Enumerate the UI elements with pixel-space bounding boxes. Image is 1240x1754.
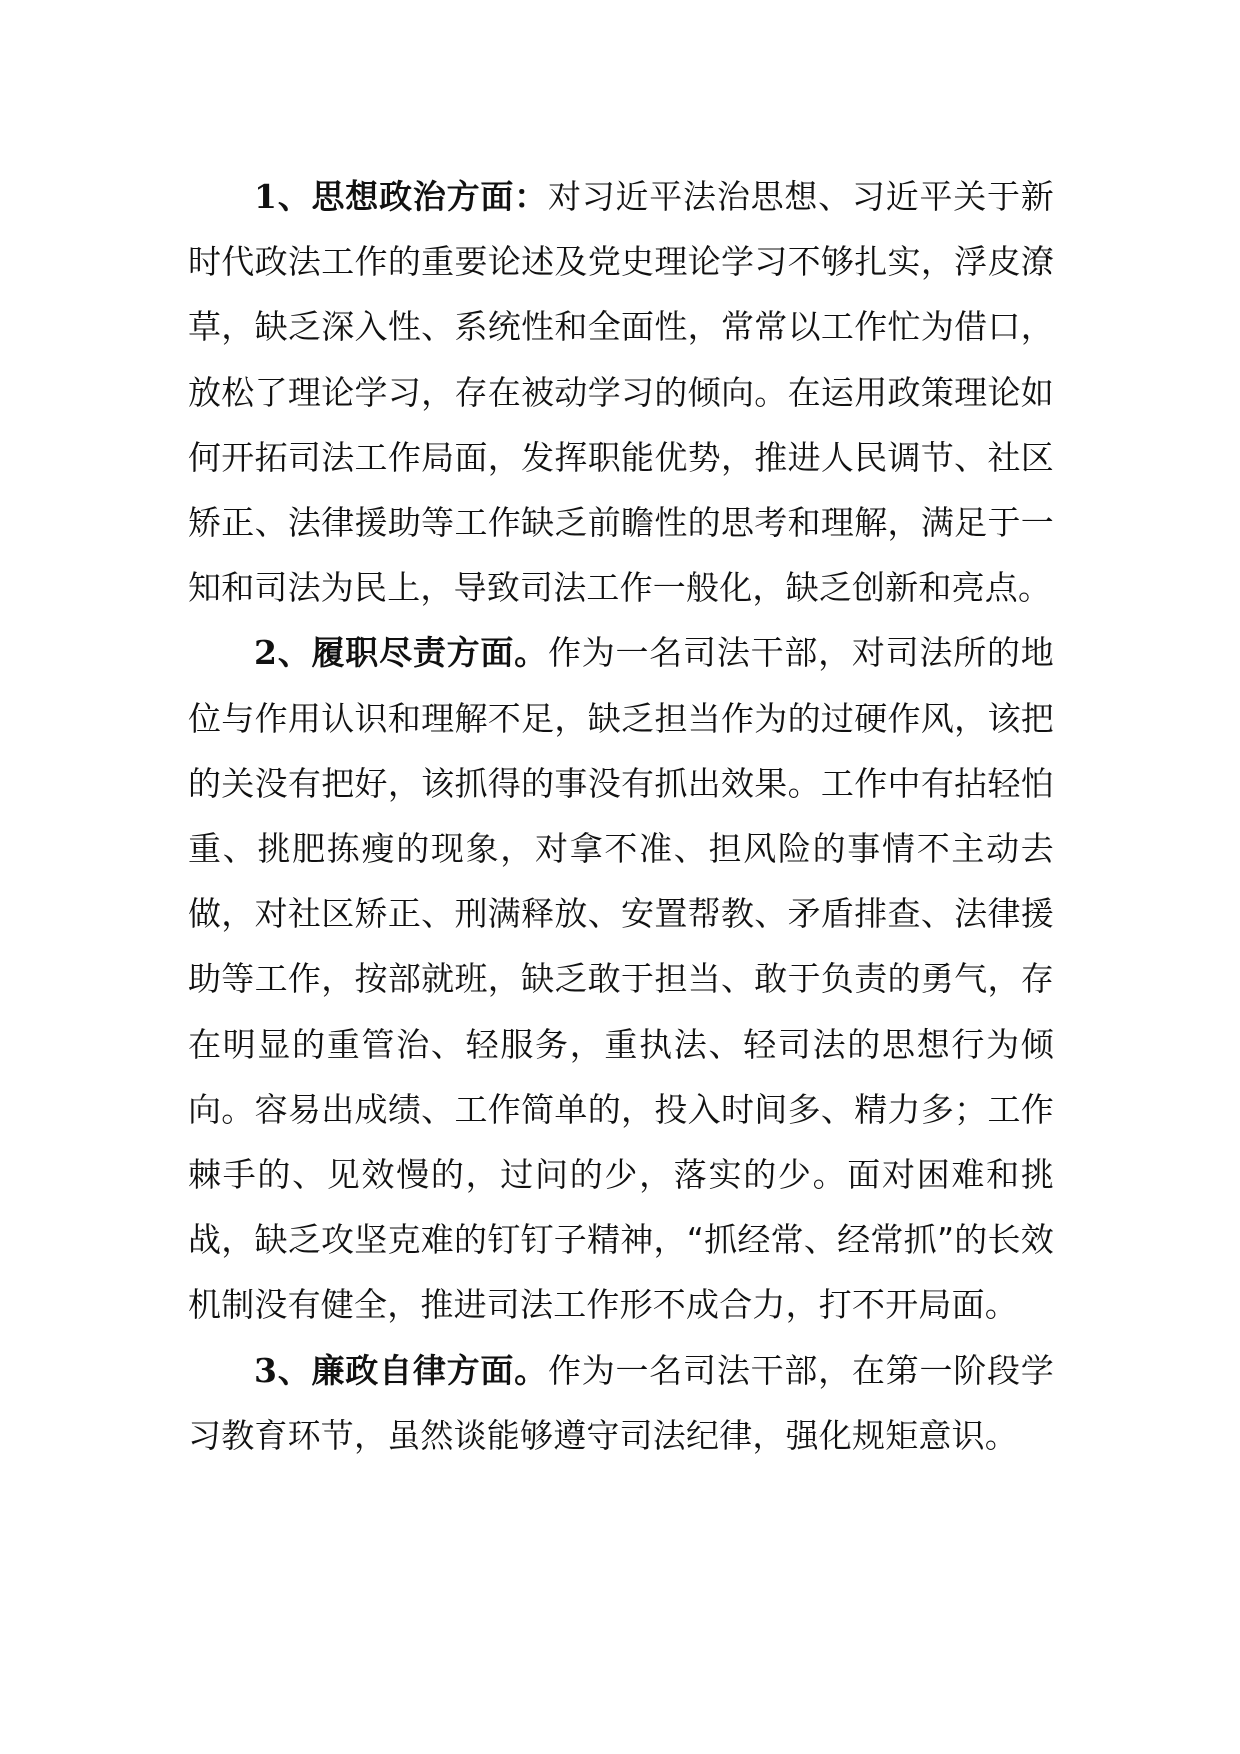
paragraph-text: 作为一名司法干部，在第一阶段学习教育环节，虽然谈能够遵守司法纪律，强化规矩意识。 — [188, 1350, 1054, 1455]
paragraph-integrity-discipline — [188, 1338, 1054, 1468]
document-body — [188, 164, 1054, 1468]
paragraph-text: 对习近平法治思想、习近平关于新时代政法工作的重要论述及党史理论学习不够扎实，浮皮潦草，缺乏深入性、系统性和全面性，常常以工作忙为借口，放松了理论学习，存在被动学习的倾向。在运用政策理论如何开拓司法工作局面，发挥职能优势，推进人民调节、社区矫正、法律援助等工作缺乏前瞻性的思考和理解，满足于一知和司法为民上，导致司法工作一般化，缺乏创新和亮点。 — [188, 177, 1054, 608]
paragraph-duty-performance — [188, 620, 1054, 1337]
paragraph-ideology-politics — [188, 164, 1054, 620]
paragraph-number: 2 — [254, 633, 278, 673]
paragraph-number: 3 — [254, 1350, 278, 1390]
paragraph-heading: 、廉政自律方面。 — [277, 1350, 548, 1390]
paragraph-number: 1 — [254, 177, 278, 216]
paragraph-heading: 、履职尽责方面。 — [277, 633, 548, 673]
paragraph-text: 作为一名司法干部，对司法所的地位与作用认识和理解不足，缺乏担当作为的过硬作风，该把的关没有把好，该抓得的事没有抓出效果。工作中有拈轻怕重、挑肥拣瘦的现象，对拿不准、担风险的事情不主动去做，对社区矫正、刑满释放、安置帮教、矛盾排查、法律援助等工作，按部就班，缺乏敢于担当、敢于负责的勇气，存在明显的重管治、轻服务，重执法、轻司法的思想行为倾向。容易出成绩、工作简单的，投入时间多、精力多；工作棘手的、见效慢的，过问的少，落实的少。面对困难和挑战，缺乏攻坚克难的钉钉子精神，“抓经常、经常抓”的长效机制没有健全，推进司法工作形不成合力，打不开局面。 — [188, 633, 1054, 1325]
paragraph-heading: 、思想政治方面： — [277, 177, 548, 216]
